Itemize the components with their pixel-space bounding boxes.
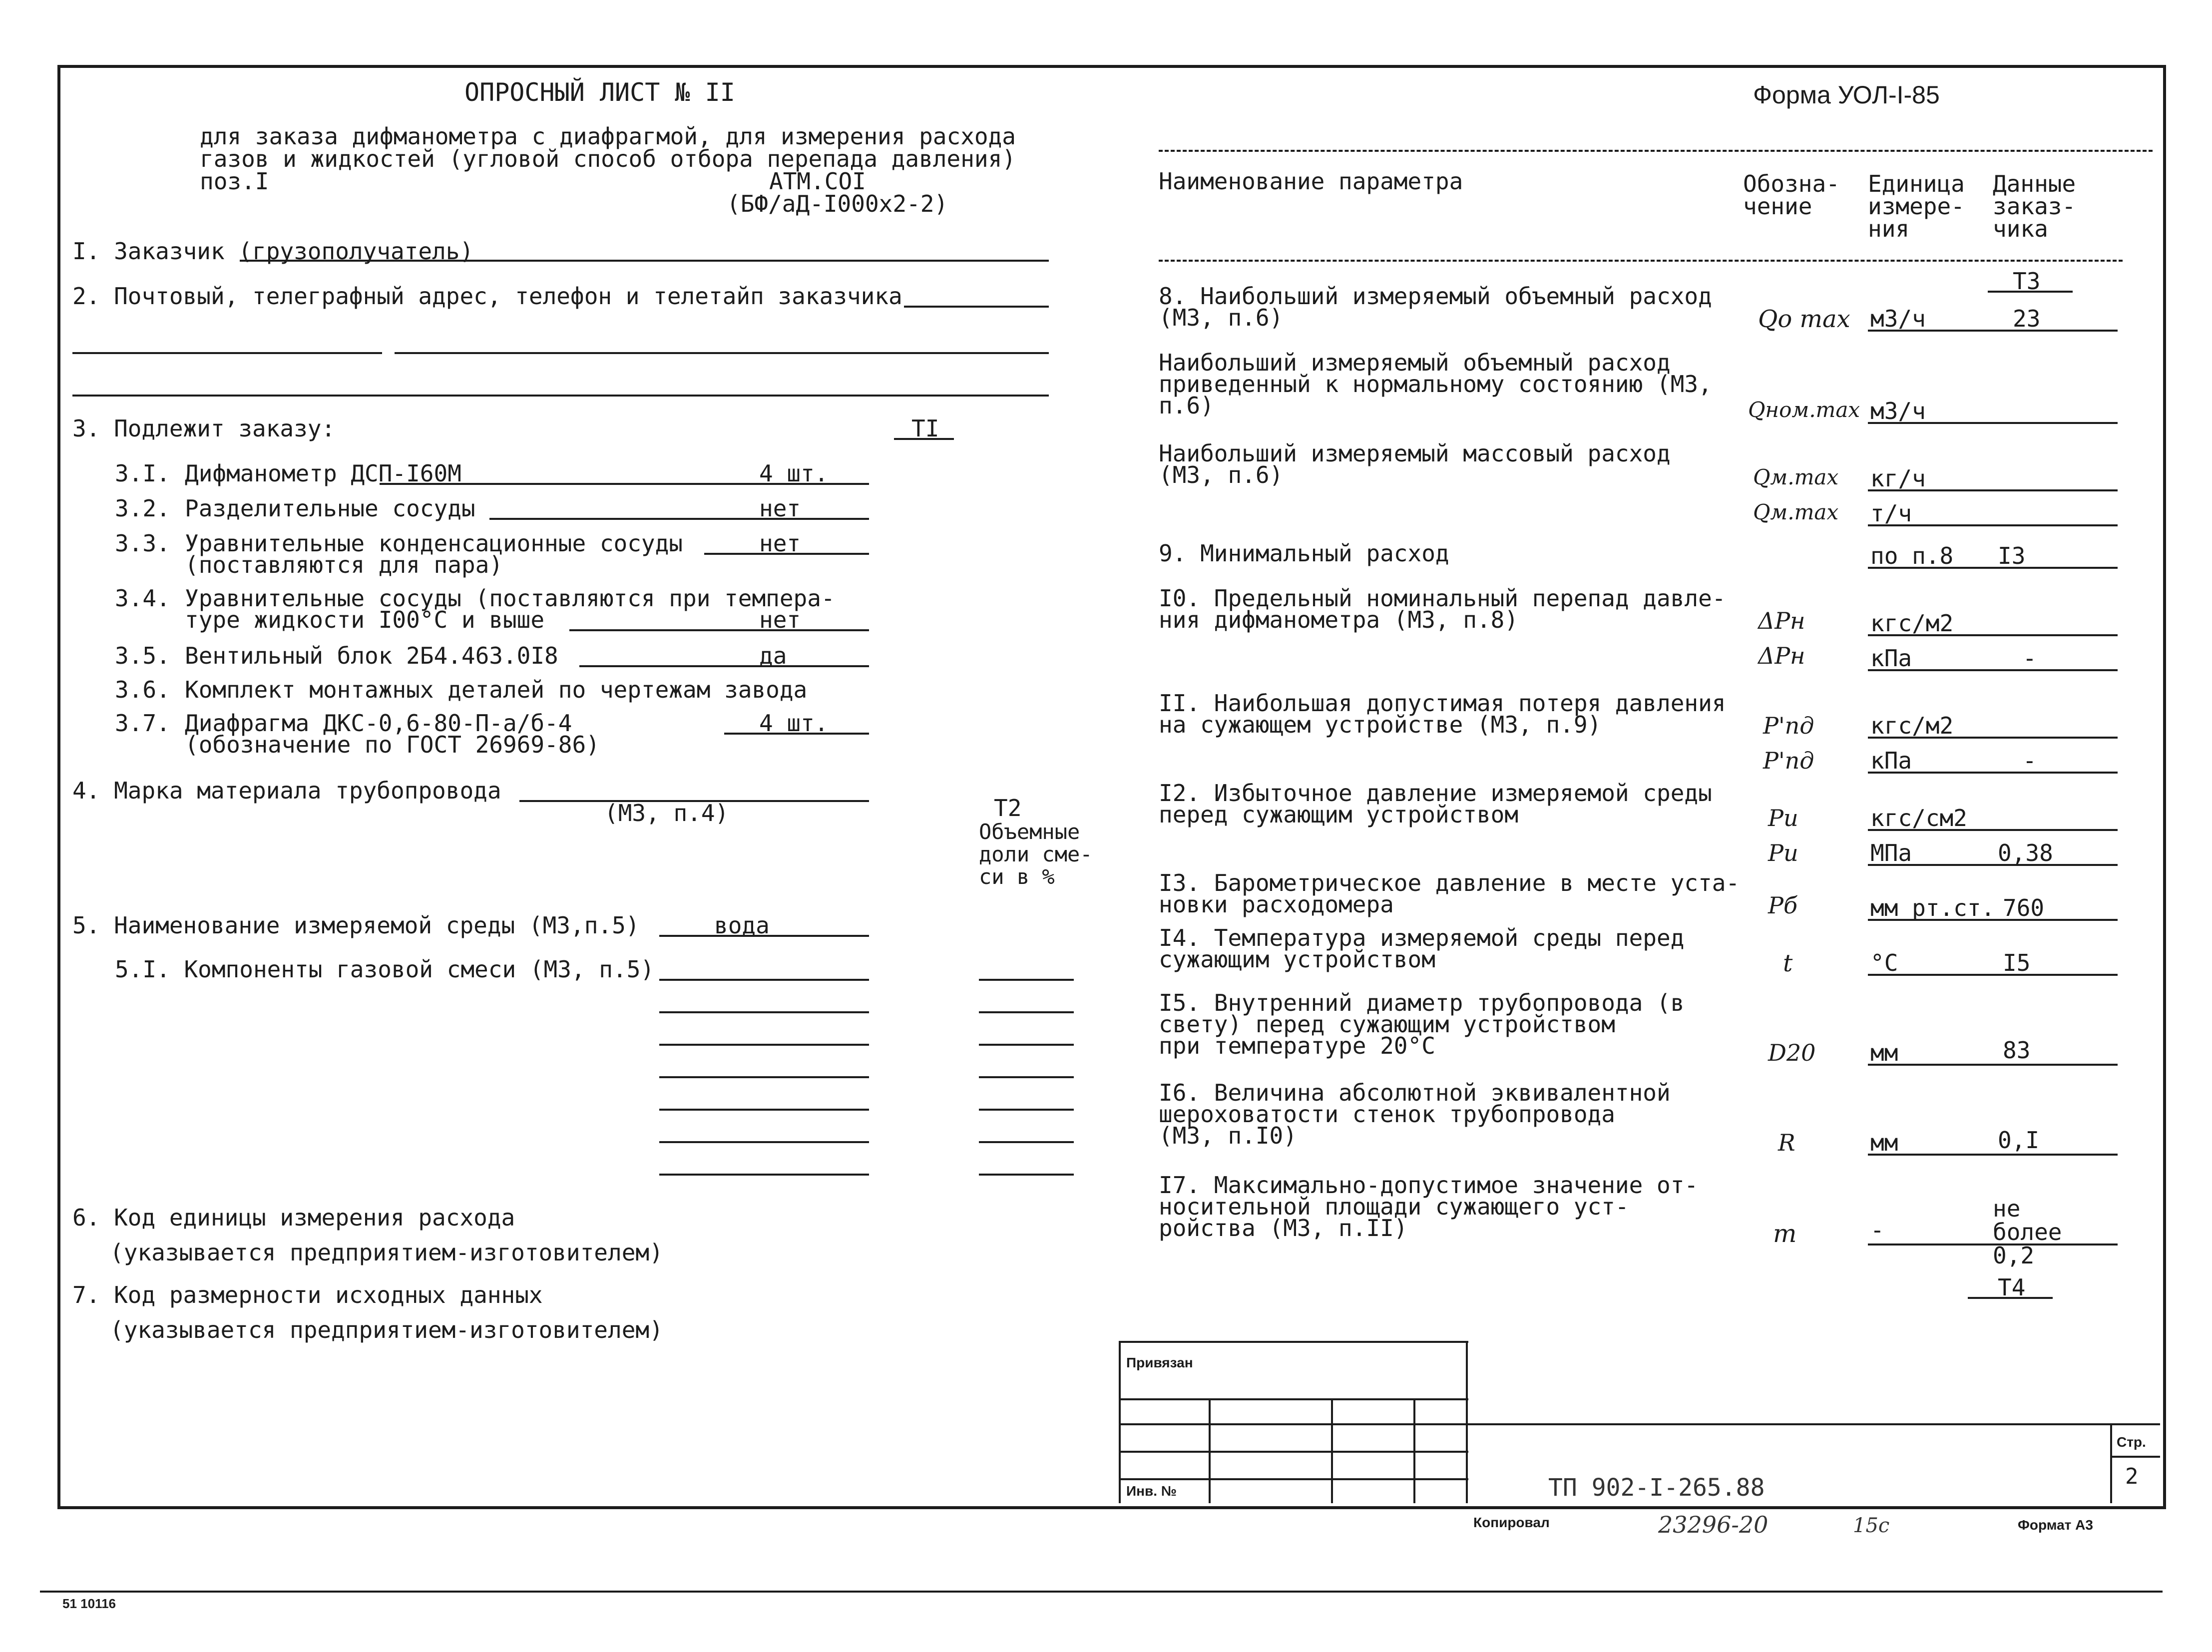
row-16-symbol: R <box>1778 1129 1795 1156</box>
fill-line <box>380 483 869 485</box>
fill-line <box>1868 489 2118 491</box>
code-line1: АТМ.СОI <box>769 168 866 195</box>
code-line2: (БФ/аД-I000х2-2) <box>727 190 948 217</box>
item-3-7-note: (обозначение по ГОСТ 26969-86) <box>185 731 600 758</box>
row-16-text-1: I6. Величина абсолютной эквивалентной <box>1159 1079 1671 1106</box>
item-6-note: (указывается предприятием-изготовителем) <box>110 1239 663 1266</box>
item-3-3-text: Уравнительные конденсационные сосуды <box>185 530 683 557</box>
row-17-text-1: I7. Максимально-допустимое значение от- <box>1159 1172 1699 1199</box>
row-8-text-2: (МЗ, п.6) <box>1159 304 1284 331</box>
row-11-unit: кгс/м2 <box>1870 712 1954 739</box>
item-5-medium: 5. Наименование измеряемой среды (МЗ,п.5) <box>72 912 640 939</box>
item-6-unit-code: 6. Код единицы измерения расхода <box>72 1204 515 1231</box>
row-10b-symbol: ΔPн <box>1758 642 1805 669</box>
item-3-5-text: Вентильный блок 2Б4.463.0I8 <box>185 642 558 669</box>
item-3-7-value: 4 шт. <box>759 710 829 737</box>
vol-frac-line1: Объемные <box>979 820 1080 844</box>
row-13-text-1: I3. Барометрическое давление в месте уста- <box>1159 869 1740 896</box>
row-8c-text-2: (МЗ, п.6) <box>1159 461 1284 488</box>
item-3-4-text: Уравнительные сосуды (поставляются при темпера- <box>185 585 835 612</box>
row-8c-symbol: Qм.max <box>1753 465 1839 489</box>
row-14-unit: °С <box>1870 949 1898 976</box>
copied-label: Копировал <box>1473 1515 1550 1530</box>
fill-line <box>1868 919 2118 921</box>
row-12-symbol: Pи <box>1768 805 1798 831</box>
item-3-1-text: Дифманометр ДСП-I60M <box>185 460 461 487</box>
row-17-unit: - <box>1870 1217 1884 1243</box>
pos-label: поз.I <box>200 168 269 195</box>
fill-line <box>1868 634 2118 636</box>
item-3-4-note: туре жидкости I00°С и выше <box>185 606 545 633</box>
t4-label: T4 <box>1998 1274 2026 1301</box>
item-3-6-num: 3.6. <box>115 676 170 703</box>
row-13-unit: мм рт.ст. <box>1870 894 1995 921</box>
row-13-symbol: Pб <box>1768 892 1798 919</box>
item-5-value: вода <box>714 912 770 939</box>
stamp-line <box>1331 1398 1333 1503</box>
fill-line <box>659 1076 869 1078</box>
format-label: Формат А3 <box>2018 1517 2093 1533</box>
row-8c-text-1: Наибольший измеряемый массовый расход <box>1159 440 1671 467</box>
fill-line <box>569 629 869 631</box>
row-15-text-1: I5. Внутренний диаметр трубопровода (в <box>1159 989 1685 1016</box>
item-3-3-num: 3.3. <box>115 530 170 557</box>
row-14-symbol: t <box>1783 949 1793 977</box>
fill-line <box>1868 974 2118 976</box>
fill-line <box>979 1174 1074 1176</box>
fill-line <box>904 306 1049 308</box>
fill-line <box>894 438 954 440</box>
header-separator <box>1159 260 2123 262</box>
row-13-data: 760 <box>2003 894 2045 921</box>
col-data-header-3: чика <box>1993 215 2048 242</box>
vol-frac-line2: доли сме- <box>979 842 1093 866</box>
row-11-text-2: на сужающем устройстве (МЗ, п.9) <box>1159 711 1602 738</box>
fill-line <box>1988 291 2073 293</box>
item-3-4-num: 3.4. <box>115 585 170 612</box>
fill-line <box>659 1011 869 1013</box>
row-8d-unit: т/ч <box>1870 500 1912 527</box>
item-3-2-num: 3.2. <box>115 495 170 522</box>
row-9-unit: по п.8 <box>1870 542 1954 569</box>
item-3-7-text: Диафрагма ДКС-0,6-80-П-а/б-4 <box>185 710 572 737</box>
row-8d-symbol: Qм.max <box>1753 500 1839 524</box>
stamp-line <box>2110 1456 2160 1458</box>
item-3-3-value: нет <box>759 530 801 557</box>
item-5-1-components: 5.I. Компоненты газовой смеси (МЗ, п.5) <box>115 956 655 983</box>
col-param-header: Наименование параметра <box>1159 168 1463 195</box>
t2-label: T2 <box>994 795 1022 822</box>
row-12-unit: кгс/см2 <box>1870 805 1967 831</box>
row-11b-symbol: P'пд <box>1763 747 1814 774</box>
t3-label: T3 <box>2013 268 2041 295</box>
row-10-text-1: I0. Предельный номинальный перепад давле- <box>1159 585 1726 612</box>
row-17-text-3: ройства (МЗ, п.II) <box>1159 1215 1408 1241</box>
row-10-unit: кгс/м2 <box>1870 610 1954 637</box>
row-9-text: 9. Минимальный расход <box>1159 540 1449 567</box>
row-8-unit: м3/ч <box>1870 305 1926 332</box>
fill-line <box>1868 772 2118 774</box>
fill-line <box>979 1109 1074 1111</box>
item-3-4-value: нет <box>759 606 801 633</box>
row-8-data: 23 <box>2013 305 2041 332</box>
item-3-1-value: 4 шт. <box>759 460 829 487</box>
row-8-text-1: 8. Наибольший измеряемый объемный расход <box>1159 283 1712 310</box>
fill-line <box>659 1141 869 1143</box>
subtitle-line1: для заказа дифманометра с диафрагмой, для измерения расхода <box>200 123 1016 150</box>
item-3-order: 3. Подлежит заказу: <box>72 415 336 442</box>
row-8-symbol: Qo max <box>1758 305 1850 333</box>
fill-line <box>1868 1243 2118 1245</box>
row-11-text-1: II. Наибольшая допустимая потеря давления <box>1159 690 1726 717</box>
bottom-rule <box>40 1591 2163 1593</box>
fill-line <box>704 553 869 555</box>
row-14-text-2: сужающим устройством <box>1159 946 1435 973</box>
fill-line <box>72 352 382 354</box>
page-number: 2 <box>2125 1464 2139 1489</box>
page-label: Стр. <box>2117 1434 2146 1450</box>
fill-line <box>1868 669 2118 671</box>
row-11b-data: - <box>2023 747 2037 774</box>
fill-line <box>659 979 869 981</box>
archive-num2: 15с <box>1853 1514 1890 1537</box>
col-symbol-header-1: Обозна- <box>1743 170 1840 197</box>
item-3-2-text: Разделительные сосуды <box>185 495 475 522</box>
row-15-text-2: свету) перед сужающим устройством <box>1159 1011 1615 1038</box>
fill-line <box>1868 330 2118 332</box>
fill-line <box>979 979 1074 981</box>
fill-line <box>659 1044 869 1046</box>
stamp-line <box>1119 1478 1468 1480</box>
page-title: ОПРОСНЫЙ ЛИСТ № II <box>464 78 735 107</box>
row-8b-text-1: Наибольший измеряемый объемный расход <box>1159 349 1671 376</box>
fill-line <box>1868 524 2118 526</box>
archive-number: 23296-20 <box>1658 1511 1769 1538</box>
row-12b-unit: МПа <box>1870 839 1912 866</box>
doc-code: ТП 902-I-265.88 <box>1548 1474 1765 1502</box>
fill-line <box>1868 737 2118 739</box>
row-12-text-1: I2. Избыточное давление измеряемой среды <box>1159 780 1712 807</box>
stamp-inv-label: Инв. № <box>1126 1483 1177 1499</box>
fill-line <box>1868 1154 2118 1156</box>
fill-line <box>979 1011 1074 1013</box>
row-8b-text-3: п.6) <box>1159 392 1214 419</box>
row-17-text-2: носительной площади сужающего уст- <box>1159 1193 1629 1220</box>
row-15-text-3: при температуре 20°С <box>1159 1032 1435 1059</box>
stamp-line <box>1119 1451 1468 1453</box>
row-17-data: не более 0,2 <box>1993 1195 2062 1269</box>
row-15-data: 83 <box>2003 1037 2031 1064</box>
row-8b-text-2: приведенный к нормальному состоянию (МЗ, <box>1159 371 1712 398</box>
row-15-unit: мм <box>1870 1039 1898 1066</box>
col-unit-header-1: Единица <box>1868 170 1965 197</box>
fill-line <box>979 1076 1074 1078</box>
vol-frac-line3: си в % <box>979 864 1055 889</box>
row-8b-symbol: Qном.max <box>1748 398 1860 422</box>
item-3-1-num: 3.I. <box>115 460 170 487</box>
col-unit-header-2: измере- <box>1868 193 1965 220</box>
fill-line <box>724 733 869 735</box>
item-7-dim-code: 7. Код размерности исходных данных <box>72 1281 543 1308</box>
fill-line <box>659 1174 869 1176</box>
stamp-bound-label: Привязан <box>1126 1355 1193 1370</box>
row-10-symbol: ΔPн <box>1758 607 1805 634</box>
stamp-top-line <box>1119 1341 1468 1343</box>
form-label: Форма УОЛ-I-85 <box>1753 81 1940 109</box>
row-12b-symbol: Pи <box>1768 839 1798 866</box>
item-3-5-num: 3.5. <box>115 642 170 669</box>
fill-line <box>72 395 1049 397</box>
row-10-text-2: ния дифманометра (МЗ, п.8) <box>1159 606 1519 633</box>
item-1-customer: I. Заказчик (грузополучатель) <box>72 238 474 265</box>
fill-line <box>240 260 1049 262</box>
row-15-symbol: D20 <box>1768 1039 1816 1066</box>
fill-line <box>1868 1064 2118 1066</box>
fill-line <box>1968 1297 2053 1299</box>
row-13-text-2: новки расходомера <box>1159 891 1394 918</box>
row-16-data: 0,I <box>1998 1127 2040 1154</box>
fill-line <box>659 1109 869 1111</box>
row-16-text-3: (МЗ, п.I0) <box>1159 1122 1297 1149</box>
fill-line <box>1868 422 2118 424</box>
row-11b-unit: кПа <box>1870 747 1912 774</box>
stamp-line <box>1209 1398 1211 1503</box>
item-7-note: (указывается предприятием-изготовителем) <box>110 1316 663 1343</box>
fill-line <box>489 518 869 520</box>
fill-line <box>1868 567 2118 569</box>
row-12b-data: 0,38 <box>1998 839 2053 866</box>
item-2-address: 2. Почтовый, телеграфный адрес, телефон и телетайп заказчика <box>72 283 902 310</box>
fill-line <box>979 1044 1074 1046</box>
fill-line <box>1868 829 2118 831</box>
subtitle-line2: газов и жидкостей (угловой способ отбора перепада давления) <box>200 145 1016 172</box>
row-16-text-2: шероховатости стенок трубопровода <box>1159 1101 1615 1128</box>
row-16-unit: мм <box>1870 1129 1898 1156</box>
row-9-data: I3 <box>1998 542 2026 569</box>
fill-line <box>1868 864 2118 866</box>
header-separator <box>1159 150 2153 152</box>
row-17-symbol: m <box>1773 1219 1797 1248</box>
item-3-6-text: Комплект монтажных деталей по чертежам завода <box>185 676 808 703</box>
col-unit-header-3: ния <box>1868 215 1910 242</box>
col-symbol-header-2: чение <box>1743 193 1812 220</box>
col-data-header-2: заказ- <box>1993 193 2076 220</box>
stamp-line <box>1119 1398 1468 1400</box>
stamp-line <box>1119 1423 2160 1425</box>
item-3-2-value: нет <box>759 495 801 522</box>
col-data-header-1: Данные <box>1993 170 2076 197</box>
item-4-note: (МЗ, п.4) <box>604 800 729 826</box>
fill-line <box>395 352 1049 354</box>
row-11-symbol: P'пд <box>1763 712 1814 739</box>
row-12-text-2: перед сужающим устройством <box>1159 801 1519 828</box>
fill-line <box>659 935 869 937</box>
row-8c-unit: кг/ч <box>1870 465 1926 492</box>
row-10b-unit: кПа <box>1870 645 1912 672</box>
row-14-data: I5 <box>2003 949 2031 976</box>
fill-line <box>979 1141 1074 1143</box>
row-14-text-1: I4. Температура измеряемой среды перед <box>1159 924 1685 951</box>
stamp-line <box>1413 1398 1415 1503</box>
stamp-line <box>2110 1423 2112 1503</box>
corner-code: 51 10116 <box>62 1596 116 1611</box>
row-10b-data: - <box>2023 645 2037 672</box>
fill-line <box>579 665 869 667</box>
item-3-3-note: (поставляются для пара) <box>185 551 503 578</box>
t1-label: TI <box>911 415 939 442</box>
item-4-material: 4. Марка материала трубопровода <box>72 777 501 804</box>
item-3-7-num: 3.7. <box>115 710 170 737</box>
item-3-5-value: да <box>759 642 787 669</box>
row-8b-unit: м3/ч <box>1870 398 1926 424</box>
